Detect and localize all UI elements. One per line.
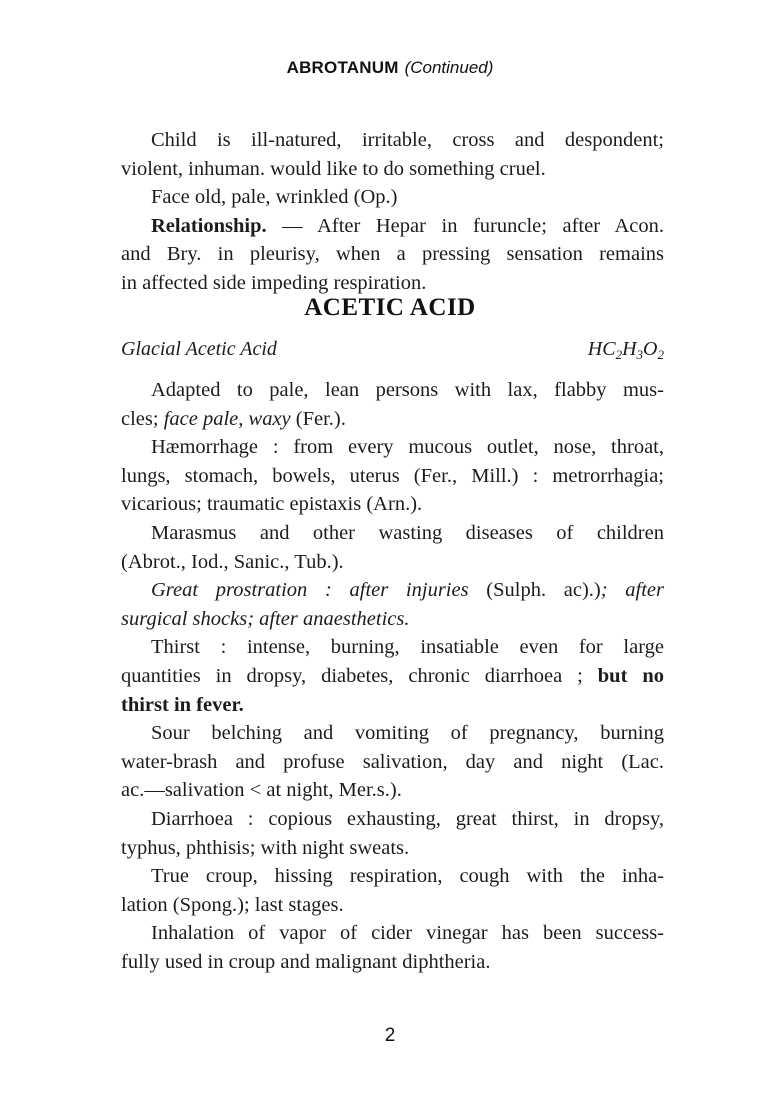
text-run: cles; [121,407,164,430]
text-run: (Sulph. ac).) [468,579,601,602]
text-line: ac.—salivation < at night, Mer.s.). [121,779,402,802]
text-line: surgical shocks; after anaesthetics. [121,607,410,630]
acetic-acid-text [121,376,664,976]
text-line [121,576,664,605]
text-run: — After Hepar in furuncle; after Acon. [282,214,664,237]
text-line: Sour belching and vomiting of pregnancy, burning [151,722,664,745]
text-line: thirst in fever. [121,693,244,716]
text-line: True croup, hissing respiration, cough with the inha- [151,865,664,888]
formula-part: H [622,338,637,360]
section-subtitle-row [121,338,664,363]
formula-subscript: 3 [636,347,644,362]
text-line: and Bry. in pleurisy, when a pressing sensation remains [121,243,664,266]
text-line [121,405,664,434]
text-line: Thirst : intense, burning, insatiable even for large [151,636,664,659]
text-line: water-brash and profuse salivation, day and night (Lac. [121,750,664,773]
text-line: Inhalation of vapor of cider vinegar has been success- [151,922,664,945]
text-line [121,662,664,691]
formula-subscript: 2 [615,347,623,362]
text-line: Hæmorrhage : from every mucous outlet, nose, throat, [151,436,664,459]
formula-part: HC [587,338,616,360]
italic-run: Great prostration : after injuries [151,579,469,602]
text-line: typhus, phthisis; with night sweats. [121,836,410,859]
text-line: lation (Spong.); last stages. [121,893,344,916]
text-line: Child is ill-natured, irritable, cross and despondent; [151,129,664,151]
italic-run: ; after [600,579,665,602]
text-run: (Fer.). [290,407,346,430]
section-subtitle: Glacial Acetic Acid [121,338,277,360]
running-head-continued: (Continued) [404,58,494,77]
chemical-formula [588,338,664,363]
text-line: vicarious; traumatic epistaxis (Arn.). [121,493,423,516]
running-head-title: ABROTANUM [286,58,399,77]
italic-run: face pale, waxy [163,407,291,430]
text-line: Adapted to pale, lean persons with lax, flabby mus- [151,379,664,401]
text-line: in affected side impeding respiration. [121,271,427,294]
text-line: Marasmus and other wasting diseases of children [151,521,664,544]
text-line: (Abrot., Iod., Sanic., Tub.). [121,550,344,573]
text-line: violent, inhuman. would like to do something cruel. [121,157,546,180]
relationship-line [121,212,664,241]
running-head [0,58,780,78]
text-line: fully used in croup and malignant diphtheria. [121,950,491,973]
text-line: Diarrhoea : copious exhausting, great thirst, in dropsy, [151,807,664,830]
relationship-label: Relationship. [151,214,267,237]
text-line: lungs, stomach, bowels, uterus (Fer., Mill.) : metrorrhagia; [121,464,664,487]
bold-run: but no [597,664,664,687]
page-number: 2 [384,1025,396,1046]
formula-subscript: 2 [657,347,664,362]
text-run: quantities in dropsy, diabetes, chronic diarrhoea ; [121,664,598,687]
text-line: Face old, pale, wrinkled (Op.) [151,186,398,209]
formula-part: O [643,338,658,360]
section-title: ACETIC ACID [304,294,476,321]
abrotanum-continued-text [121,126,664,298]
